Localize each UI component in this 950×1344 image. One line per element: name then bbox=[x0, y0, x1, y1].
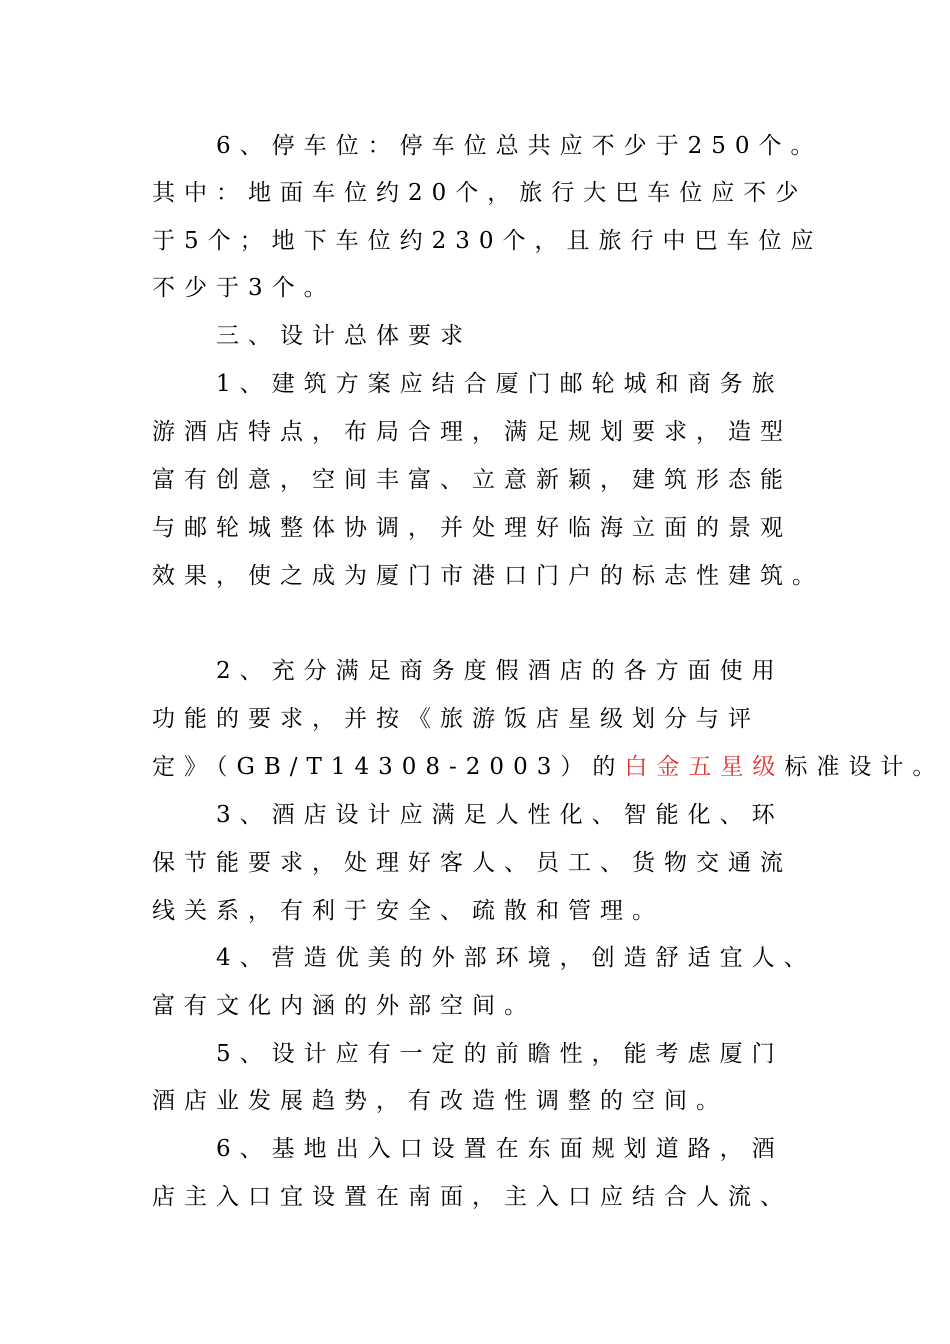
paragraph-line-1: 6、停车位：停车位总共应不少于250个。 bbox=[152, 133, 823, 159]
paragraph-line-11: 2、充分满足商务度假酒店的各方面使用 bbox=[152, 658, 784, 684]
paragraph-line-20: 酒店业发展趋势，有改造性调整的空间。 bbox=[152, 1088, 728, 1114]
paragraph-line-21: 6、基地出入口设置在东面规划道路，酒 bbox=[152, 1136, 784, 1162]
paragraph-line-19: 5、设计应有一定的前瞻性，能考虑厦门 bbox=[152, 1041, 784, 1067]
paragraph-line-14: 3、酒店设计应满足人性化、智能化、环 bbox=[152, 802, 784, 828]
paragraph-line-12: 功能的要求，并按《旅游饭店星级划分与评 bbox=[152, 706, 760, 732]
paragraph-line-17: 4、营造优美的外部环境，创造舒适宜人、 bbox=[152, 945, 816, 971]
paragraph-line-16: 线关系，有利于安全、疏散和管理。 bbox=[152, 898, 664, 924]
paragraph-line-18: 富有文化内涵的外部空间。 bbox=[152, 993, 536, 1019]
platinum-five-star-highlight: 白金五星级 bbox=[624, 754, 785, 780]
section-heading: 三、设计总体要求 bbox=[152, 323, 472, 349]
paragraph-line-15: 保节能要求，处理好客人、员工、货物交通流 bbox=[152, 850, 792, 876]
standard-line bbox=[152, 751, 944, 783]
paragraph-line-7: 游酒店特点，布局合理，满足规划要求，造型 bbox=[152, 419, 792, 445]
paragraph-line-10: 效果，使之成为厦门市港口门户的标志性建筑。 bbox=[152, 563, 824, 589]
paragraph-line-8: 富有创意，空间丰富、立意新颖，建筑形态能 bbox=[152, 467, 792, 493]
standard-line-before: 定》（GB/T14308-2003）的 bbox=[152, 754, 625, 780]
paragraph-line-9: 与邮轮城整体协调，并处理好临海立面的景观 bbox=[152, 515, 792, 541]
paragraph-line-6: 1、建筑方案应结合厦门邮轮城和商务旅 bbox=[152, 371, 784, 397]
paragraph-line-4: 不少于3个。 bbox=[152, 275, 336, 301]
standard-line-after: 标准设计。 bbox=[784, 754, 945, 780]
paragraph-line-22: 店主入口宜设置在南面，主入口应结合人流、 bbox=[152, 1184, 792, 1210]
paragraph-line-2: 其中：地面车位约20个，旅行大巴车位应不少 bbox=[152, 180, 808, 206]
paragraph-line-3: 于5个；地下车位约230个，且旅行中巴车位应 bbox=[152, 228, 823, 254]
